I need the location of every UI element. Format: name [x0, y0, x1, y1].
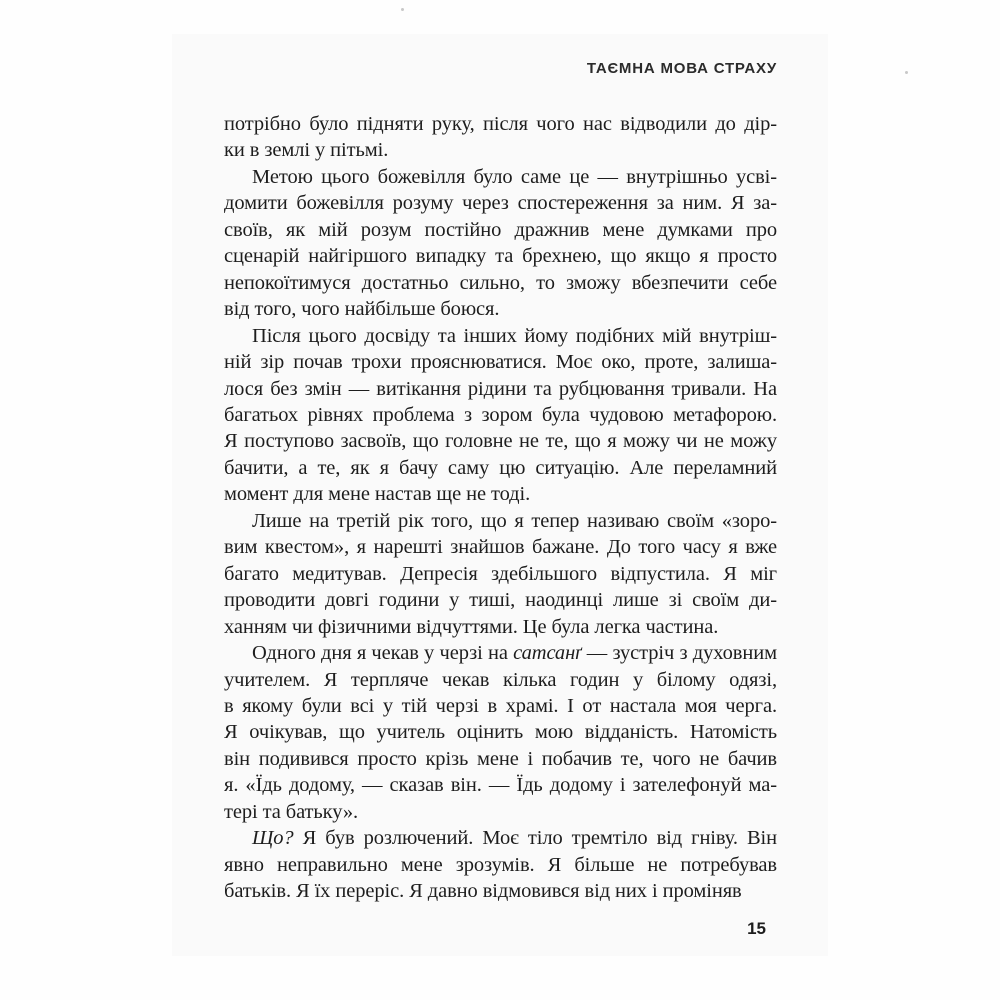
text-line: ній зір почав трохи прояснюватися. Моє око, проте, залиша- [224, 351, 777, 374]
text-line: бачити, а те, як я бачу саму цю ситуацію. Але переламний [224, 456, 777, 479]
text-line: ки в землі у пітьмі. [224, 139, 389, 162]
text-line: потрібно було підняти руку, після чого нас відводили до дір- [224, 113, 777, 135]
text-line: своїв, як мій розум постійно дражнив мене думками про [224, 218, 777, 241]
text-line: Я поступово засвоїв, що головне не те, що я можу чи не можу [224, 430, 777, 453]
text-line: ханням чи фізичними відчуттями. Це була легка частина. [224, 615, 719, 638]
text-line: в якому були всі у тій черзі в храмі. І от настала моя черга. [224, 694, 777, 717]
text-line: сценарій найгіршого випадку та брехнею, що якщо я просто [224, 245, 777, 268]
text-line: Лише на третій рік того, що я тепер називаю своїм «зоро- [252, 509, 777, 532]
text-line: вим квестом», я нарешті знайшов бажане. До того часу я вже [224, 536, 777, 559]
text-line: багатьох рівнях проблема з зором була чудовою метафорою. [224, 403, 777, 426]
text-line: лося без змін — витікання рідини та рубцювання тривали. На [224, 377, 777, 400]
text-line: від того, чого найбільше боюся. [224, 298, 500, 321]
text-line: тері та батьку». [224, 800, 359, 823]
text-line: він подивився просто крізь мене і побачив те, чого не бачив [224, 747, 777, 770]
text-line: Після цього досвіду та інших йому подібних мій внутріш- [252, 324, 777, 347]
text-line: явно неправильно мене зрозумів. Я більше не потребував [224, 853, 777, 876]
text-line: я. «Їдь додому, — сказав він. — Їдь додому і зателефонуй ма- [224, 774, 777, 797]
scan-speck [905, 71, 908, 74]
scan-speck [401, 8, 404, 11]
text-line: проводити довгі години у тиші, наодинці лише зі своїм ди- [224, 589, 777, 612]
text-line: батьків. Я їх переріс. Я давно відмовився від них і проміняв [224, 880, 742, 903]
text-line: Я очікував, що учитель оцінить мою відданість. Натомість [224, 721, 777, 744]
text-line: домити божевілля розуму через спостереження за ним. Я за- [224, 192, 777, 215]
text-line: Метою цього божевілля було саме це — внутрішньо усві- [252, 165, 777, 188]
text-line: багато медитував. Депресія здебільшого відпустила. Я міг [224, 562, 777, 585]
body-text [224, 111, 777, 905]
page-number: 15 [747, 919, 766, 938]
text-line: непокоїтимуся достатньо сильно, то зможу вбезпечити себе [224, 271, 777, 294]
text-line: момент для мене настав ще не тоді. [224, 483, 531, 506]
text-line: учителем. Я терпляче чекав кілька годин у білому одязі, [224, 668, 777, 691]
text-line: Що? Я був розлючений. Моє тіло тремтіло від гніву. Він [252, 827, 777, 850]
running-header: ТАЄМНА МОВА СТРАХУ [586, 60, 777, 77]
text-line: Одного дня я чекав у черзі на сатсанґ — зустріч з духовним [252, 642, 777, 665]
